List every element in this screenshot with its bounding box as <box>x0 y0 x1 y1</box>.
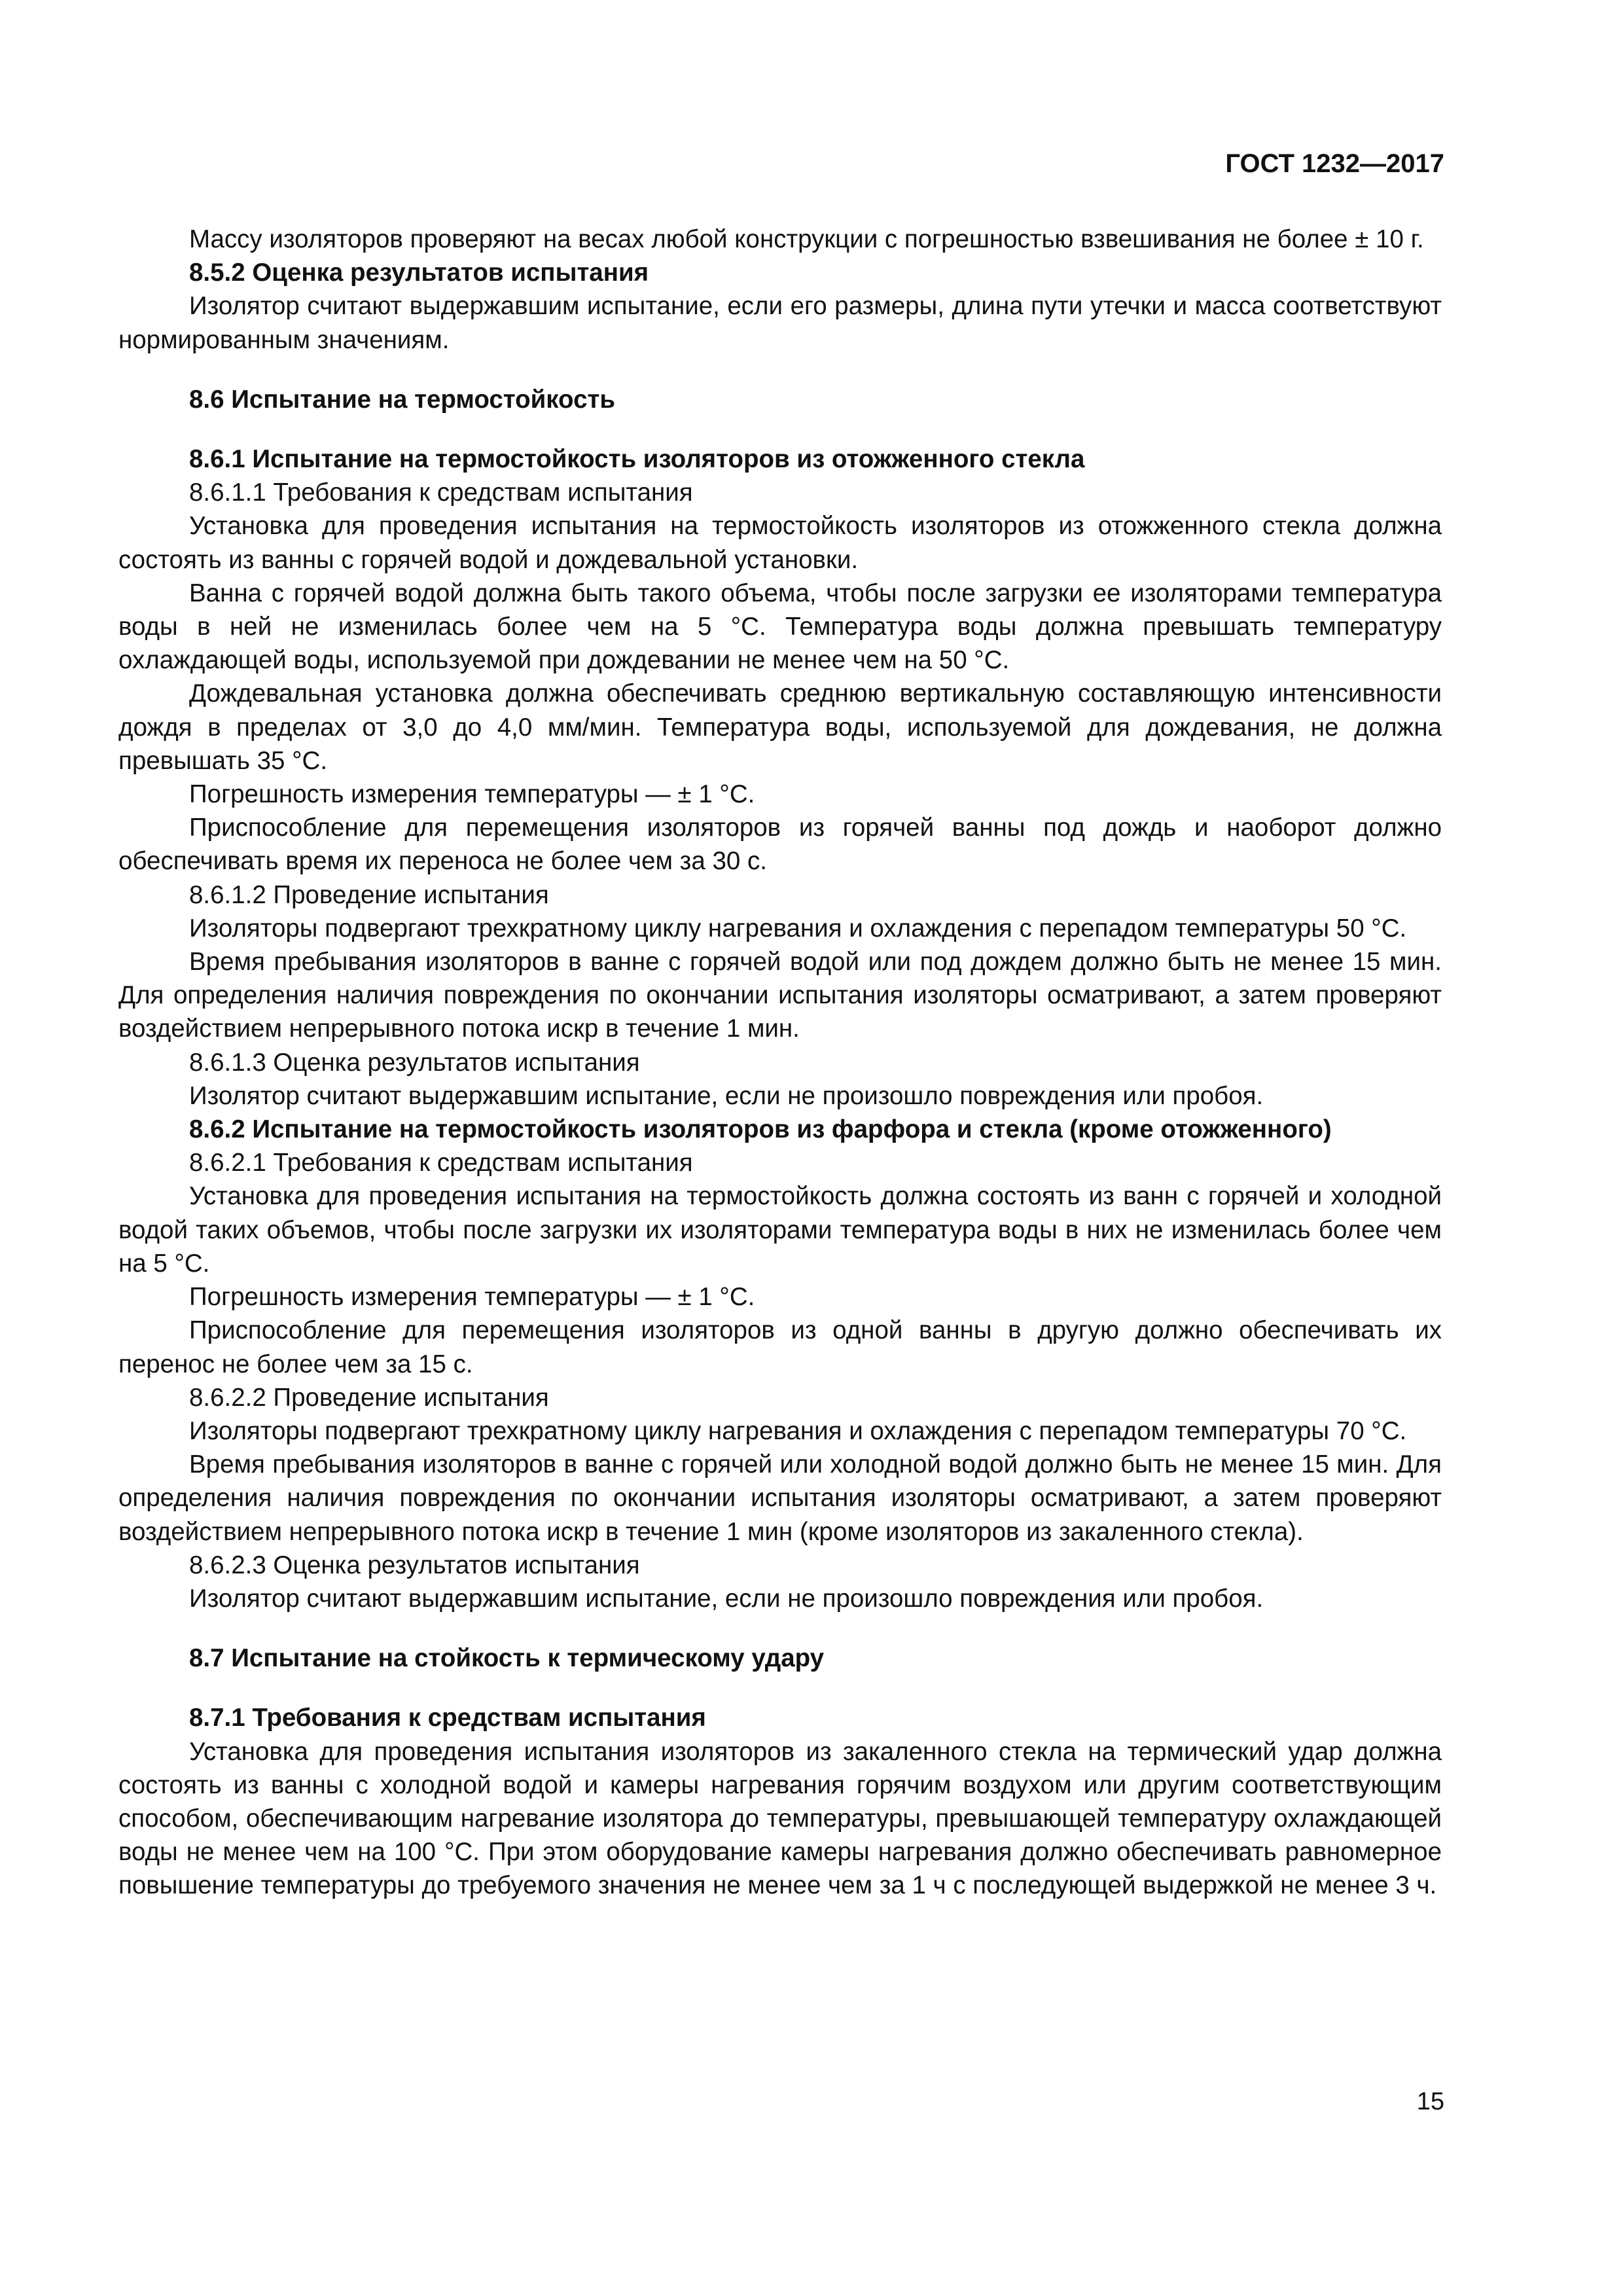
paragraph: Массу изоляторов проверяют на весах любой конструкции с погрешностью взвешивания не более ± 10 г. <box>189 225 1424 253</box>
section-heading-8-7-1: 8.7.1 Требования к средствам испытания <box>189 1704 706 1732</box>
document-designation: ГОСТ 1232—2017 <box>1225 149 1444 178</box>
section-heading-8-7: 8.7 Испытание на стойкость к термическому удару <box>189 1644 825 1673</box>
paragraph: Время пребывания изоляторов в ванне с горячей водой или под дождем должно быть не менее 15 мин. Для определения наличия повреждения по окончании испытания изоляторы осматривают, а затем проверяют воздействием непрерывного потока искр в течение 1 мин. <box>118 948 1449 1043</box>
paragraph: Изолятор считают выдержавшим испытание, если его размеры, длина пути утечки и масса соответствуют нормированным значениям. <box>118 292 1449 354</box>
paragraph: Изоляторы подвергают трехкратному циклу нагревания и охлаждения с перепадом температуры 50 °С. <box>189 914 1407 942</box>
paragraph: Установка для проведения испытания на термостойкость изоляторов из отожженного стекла должна состоять из ванны с горячей водой и дождевальной установки. <box>118 512 1449 574</box>
section-heading-8-6: 8.6 Испытание на термостойкость <box>189 385 616 414</box>
page-body <box>118 223 1449 1903</box>
subsection-heading-8-6-2-3: 8.6.2.3 Оценка результатов испытания <box>189 1551 640 1579</box>
paragraph: Погрешность измерения температуры — ± 1 °С. <box>189 780 755 809</box>
paragraph: Установка для проведения испытания на термостойкость должна состоять из ванн с горячей и холодной водой таких объемов, чтобы после загрузки их изоляторами температура воды в них не изменилась более чем на 5 °С. <box>118 1182 1449 1278</box>
paragraph: Погрешность измерения температуры — ± 1 °С. <box>189 1283 755 1312</box>
section-heading-8-6-1: 8.6.1 Испытание на термостойкость изоляторов из отожженного стекла <box>189 445 1085 474</box>
paragraph: Изолятор считают выдержавшим испытание, если не произошло повреждения или пробоя. <box>189 1081 1264 1110</box>
paragraph: Изолятор считают выдержавшим испытание, если не произошло повреждения или пробоя. <box>189 1584 1264 1613</box>
section-heading-8-6-2: 8.6.2 Испытание на термостойкость изоляторов из фарфора и стекла (кроме отожженного) <box>189 1115 1332 1144</box>
paragraph: Дождевальная установка должна обеспечивать среднюю вертикальную составляющую интенсивности дождя в пределах от 3,0 до 4,0 мм/мин. Температура воды, используемой для дождевания, не должна превышать 35 °С. <box>118 679 1449 775</box>
paragraph: Установка для проведения испытания изоляторов из закаленного стекла на термический удар должна состоять из ванны с холодной водой и камеры нагревания горячим воздухом или другим соответствующим способом, обеспечивающим нагревание изолятора до температуры, превышающей температуру охлаждающей воды не менее чем на 100 °С. При этом оборудование камеры нагревания должно обеспечивать равномерное повышение температуры до требуемого значения не менее чем за 1 ч с последующей выдержкой не менее 3 ч. <box>118 1737 1449 1900</box>
subsection-heading-8-6-1-1: 8.6.1.1 Требования к средствам испытания <box>189 478 693 507</box>
paragraph: Время пребывания изоляторов в ванне с горячей или холодной водой должно быть не менее 15 мин. Для определения наличия повреждения по окончании испытания изоляторы осматривают, а затем проверяют воздействием непрерывного потока искр в течение 1 мин (кроме изоляторов из закаленного стекла). <box>118 1450 1449 1546</box>
paragraph: Изоляторы подвергают трехкратному циклу нагревания и охлаждения с перепадом температуры 70 °С. <box>189 1416 1407 1445</box>
subsection-heading-8-6-2-2: 8.6.2.2 Проведение испытания <box>189 1383 549 1412</box>
paragraph: Ванна с горячей водой должна быть такого объема, чтобы после загрузки ее изоляторами температура воды в ней не изменилась более чем на 5 °С. Температура воды должна превышать температуру охлаждающей воды, используемой при дождевании не менее чем на 50 °С. <box>118 579 1449 675</box>
paragraph: Приспособление для перемещения изоляторов из одной ванны в другую должно обеспечивать их перенос не более чем за 15 с. <box>118 1316 1449 1378</box>
section-heading-8-5-2: 8.5.2 Оценка результатов испытания <box>189 259 649 287</box>
subsection-heading-8-6-2-1: 8.6.2.1 Требования к средствам испытания <box>189 1149 693 1177</box>
paragraph: Приспособление для перемещения изоляторов из горячей ванны под дождь и наоборот должно обеспечивать время их переноса не более чем за 30 с. <box>118 814 1449 876</box>
page-number: 15 <box>1416 2088 1444 2115</box>
subsection-heading-8-6-1-2: 8.6.1.2 Проведение испытания <box>189 880 549 909</box>
subsection-heading-8-6-1-3: 8.6.1.3 Оценка результатов испытания <box>189 1048 640 1077</box>
